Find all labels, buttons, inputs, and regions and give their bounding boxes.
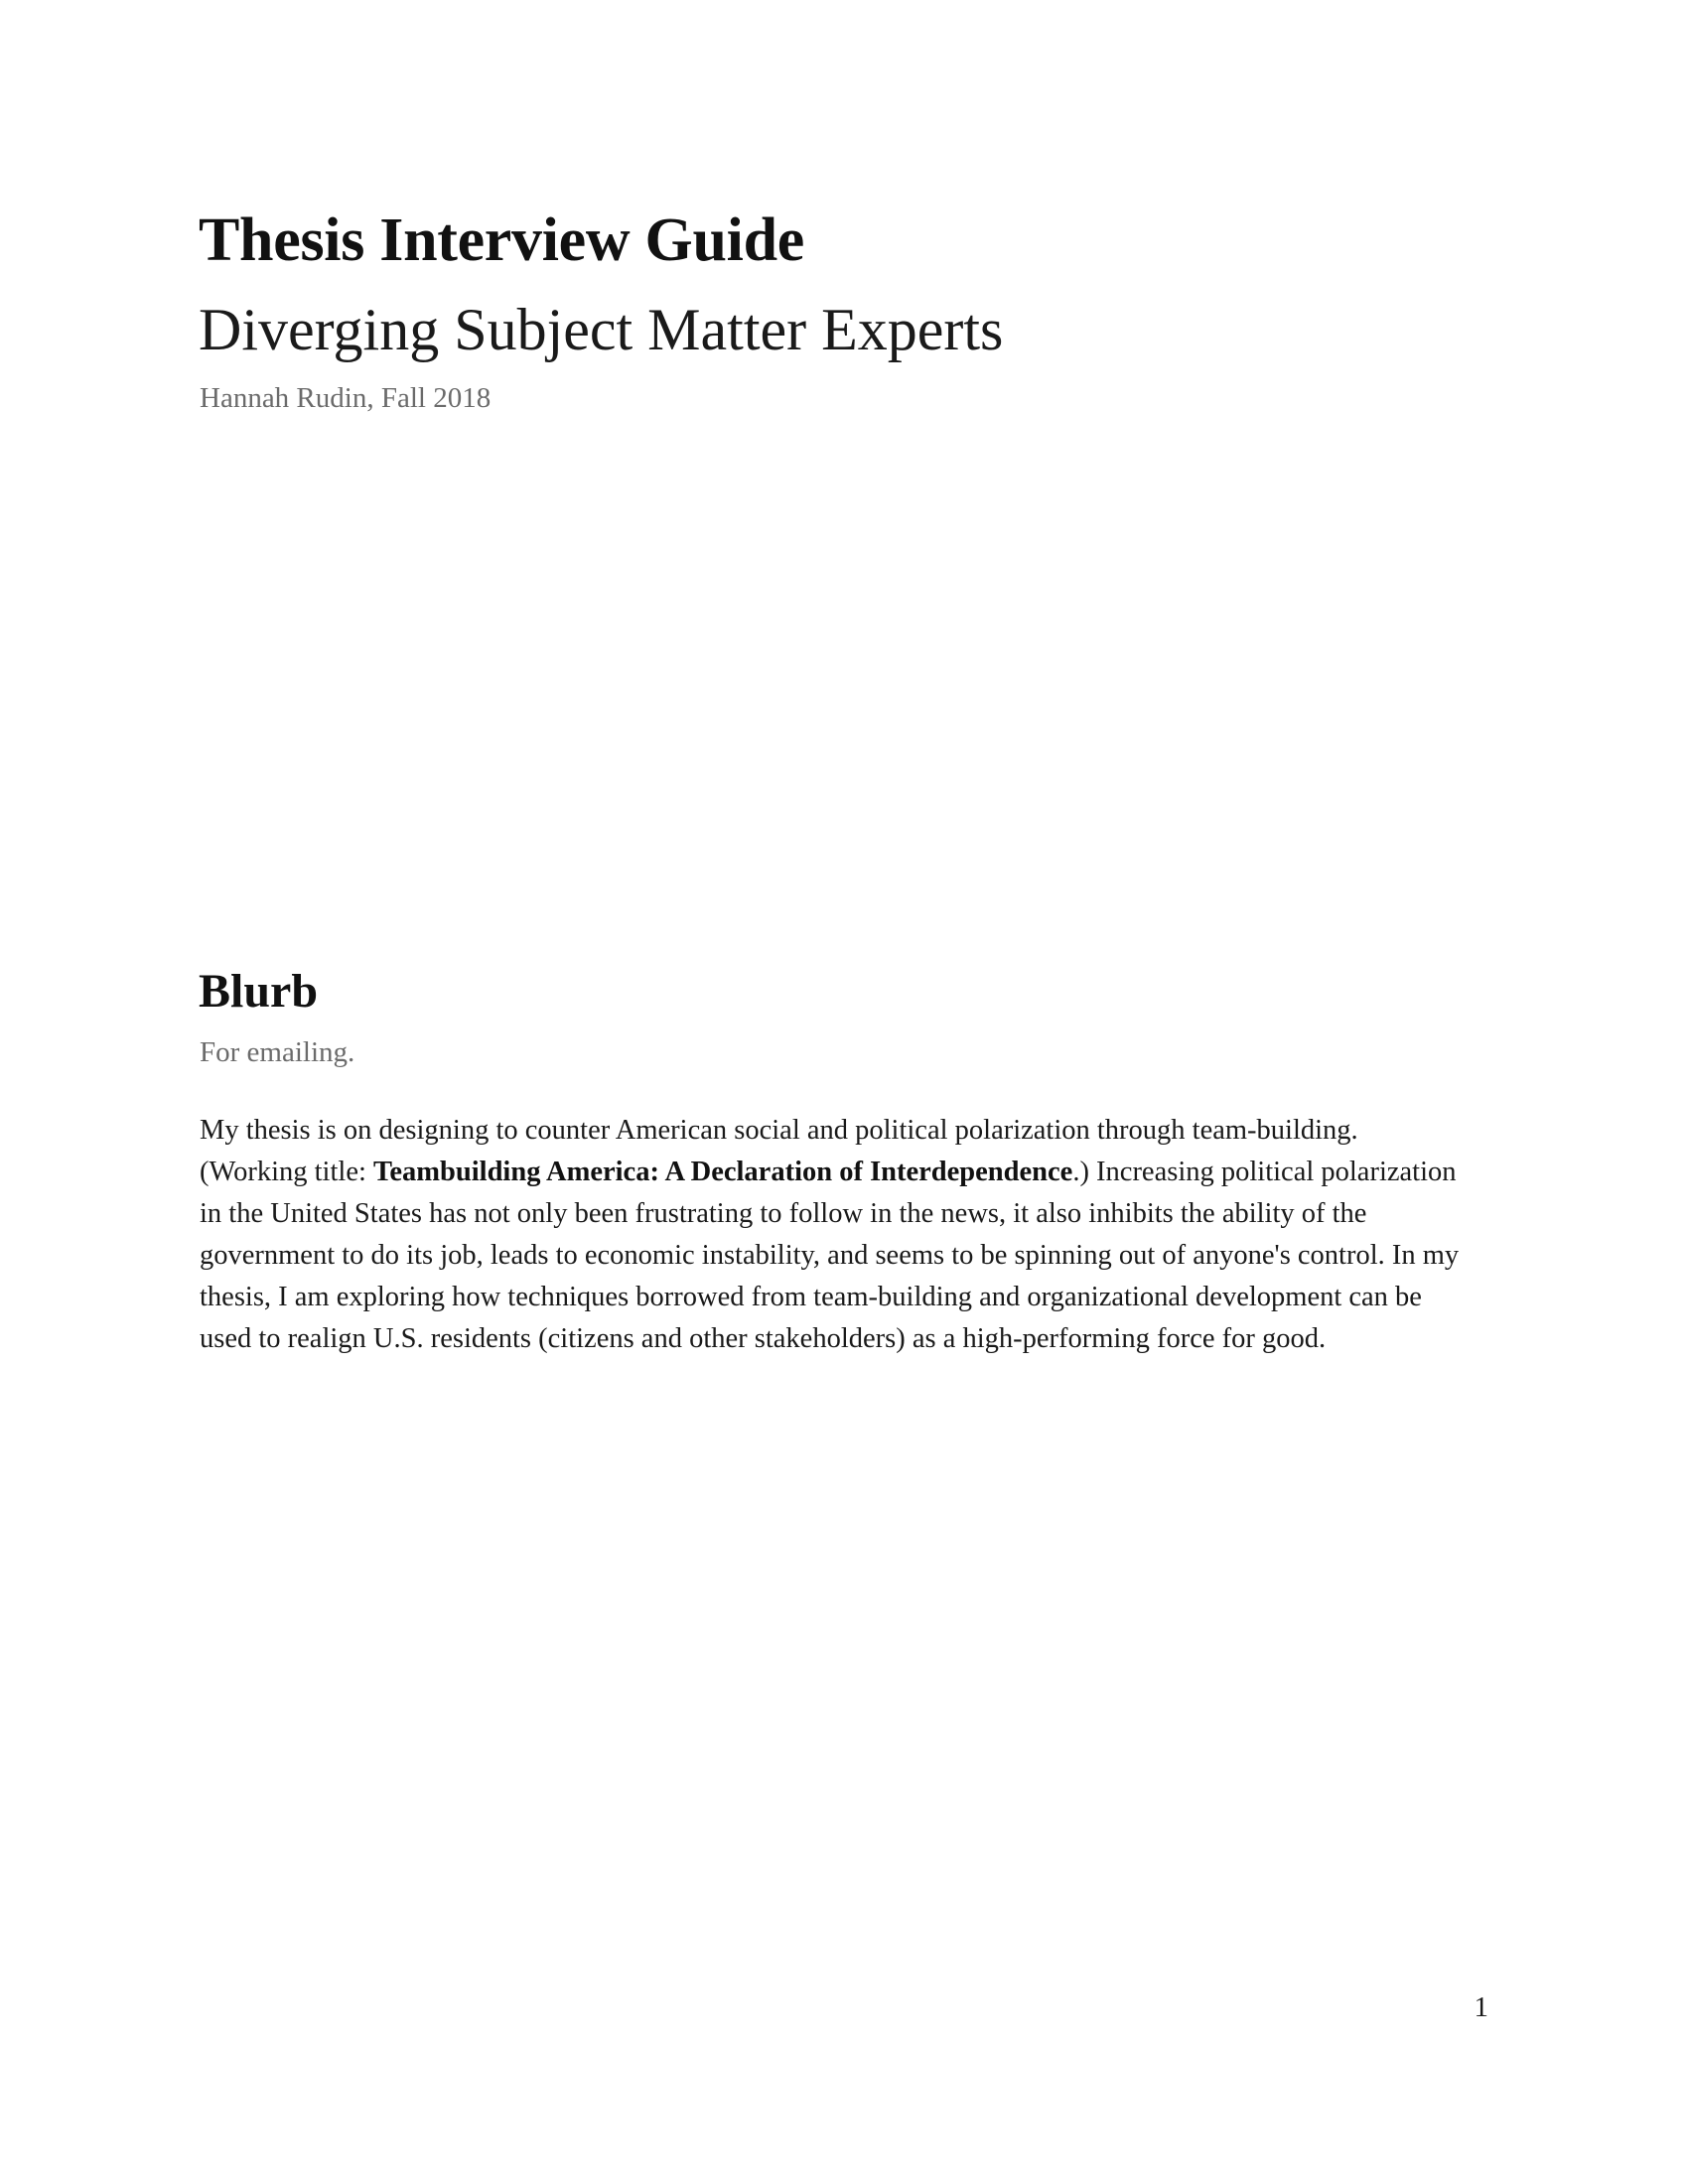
blurb-paragraph	[200, 1110, 1490, 1360]
paragraph-line	[200, 1152, 1490, 1193]
working-title: Teambuilding America: A Declaration of Interdependence	[373, 1157, 1073, 1187]
paragraph-line: thesis, I am exploring how techniques borrowed from team-building and organizational development can be	[200, 1282, 1422, 1312]
paragraph-line: in the United States has not only been frustrating to follow in the news, it also inhibits the ability of the	[200, 1198, 1367, 1229]
paragraph-line: My thesis is on designing to counter American social and political polarization through team-building.	[200, 1115, 1358, 1146]
paragraph-line: government to do its job, leads to economic instability, and seems to be spinning out of anyone's control. In my	[200, 1240, 1460, 1271]
paragraph-line: used to realign U.S. residents (citizens and other stakeholders) as a high-performing force for good.	[200, 1323, 1327, 1354]
section-note: For emailing.	[200, 1036, 355, 1068]
line-text: .) Increasing political polarization	[1072, 1157, 1457, 1187]
line-text: (Working title:	[200, 1157, 374, 1187]
author-line: Hannah Rudin, Fall 2018	[200, 382, 492, 414]
section-heading-blurb: Blurb	[199, 965, 319, 1018]
document-title: Thesis Interview Guide	[199, 206, 804, 274]
page-number: 1	[1474, 1991, 1488, 2023]
document-subtitle: Diverging Subject Matter Experts	[199, 297, 1004, 362]
